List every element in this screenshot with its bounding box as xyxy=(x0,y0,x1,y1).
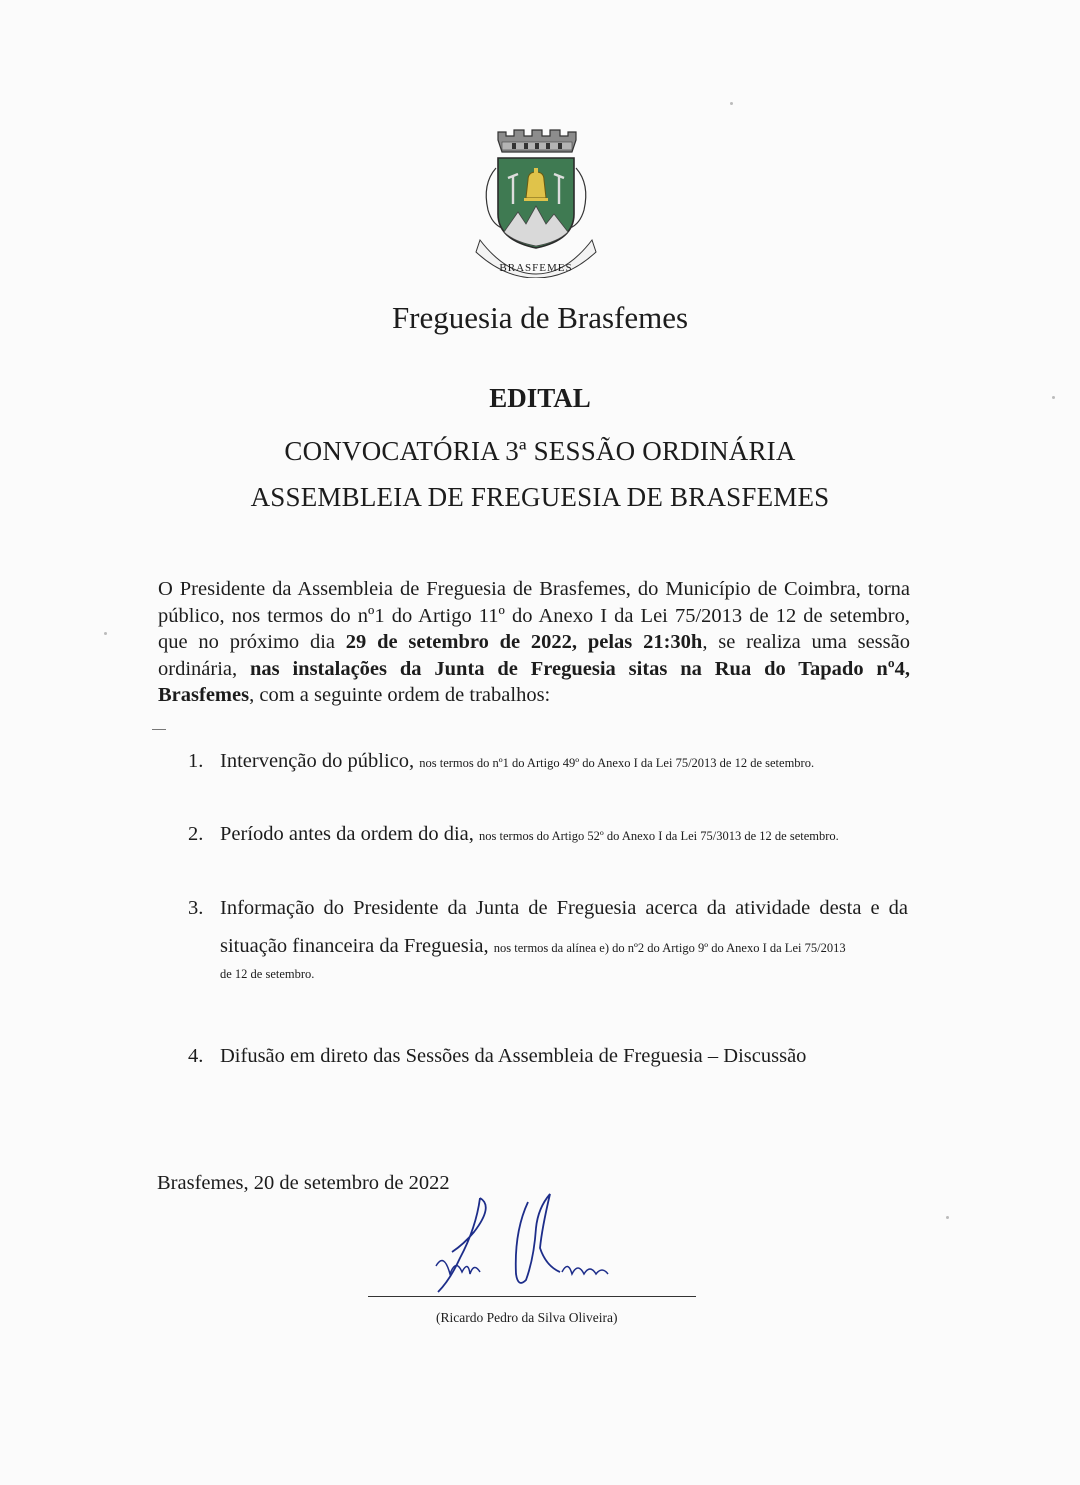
intro-text-3: , com a seguinte ordem de trabalhos: xyxy=(249,684,551,706)
assembly-title: ASSEMBLEIA DE FREGUESIA DE BRASFEMES xyxy=(250,482,830,512)
scan-speck xyxy=(1052,396,1055,399)
agenda-title-cont: situação financeira da Freguesia, xyxy=(220,935,494,957)
agenda-title: Informação do Presidente da Junta de Freguesia acerca da atividade desta e da xyxy=(220,897,908,919)
agenda-note: nos termos do nº1 do Artigo 49º do Anexo I da Lei 75/2013 de 12 de setembro. xyxy=(419,756,815,770)
intro-paragraph xyxy=(158,576,910,709)
agenda-number: 3. xyxy=(188,897,204,919)
signature-line xyxy=(368,1296,696,1297)
scan-speck xyxy=(730,102,733,105)
intro-date-time: 29 de setembro de 2022, pelas 21:30h xyxy=(345,631,703,653)
convocation-title: CONVOCATÓRIA 3ª SESSÃO ORDINÁRIA xyxy=(284,436,796,466)
agenda-note: nos termos da alínea e) do nº2 do Artigo 9º do Anexo I da Lei 75/2013 xyxy=(493,941,846,955)
place-date: Brasfemes, 20 de setembro de 2022 xyxy=(157,1172,450,1194)
agenda-note-cont: de 12 de setembro. xyxy=(220,967,315,981)
agenda-title: Período antes da ordem do dia, xyxy=(220,823,480,845)
agenda-note: nos termos do Artigo 52º do Anexo I da Lei 75/3013 de 12 de setembro. xyxy=(479,829,839,843)
intro-location: nas instalações da Junta de Freguesia sitas na Rua do Tapado nº4, Brasfemes xyxy=(158,657,910,706)
agenda-number: 4. xyxy=(188,1045,204,1067)
document-title: EDITAL xyxy=(489,383,591,413)
intro-text-1: O Presidente da Assembleia de Freguesia de Brasfemes, do Município de Coimbra, torna público, nos termos do nº1 do Artigo 11º do Anexo I da Lei 75/2013 de 12 de setembro, que no próximo dia xyxy=(158,578,910,653)
scan-speck xyxy=(946,1216,949,1219)
scan-speck xyxy=(104,632,107,635)
coat-of-arms-icon xyxy=(468,128,604,278)
signature-icon xyxy=(410,1188,630,1298)
agenda-title: Difusão em direto das Sessões da Assembleia de Freguesia – Discussão xyxy=(220,1045,807,1067)
crest-ribbon-text: BRASFEMES xyxy=(499,262,573,274)
agenda-number: 2. xyxy=(188,823,204,845)
agenda-number: 1. xyxy=(188,750,204,772)
margin-mark xyxy=(152,729,166,730)
signatory-name: (Ricardo Pedro da Silva Oliveira) xyxy=(436,1310,618,1325)
intro-text-2: , se realiza uma sessão ordinária, xyxy=(158,631,910,680)
parish-name: Freguesia de Brasfemes xyxy=(391,300,689,335)
agenda-title: Intervenção do público, xyxy=(220,750,420,772)
